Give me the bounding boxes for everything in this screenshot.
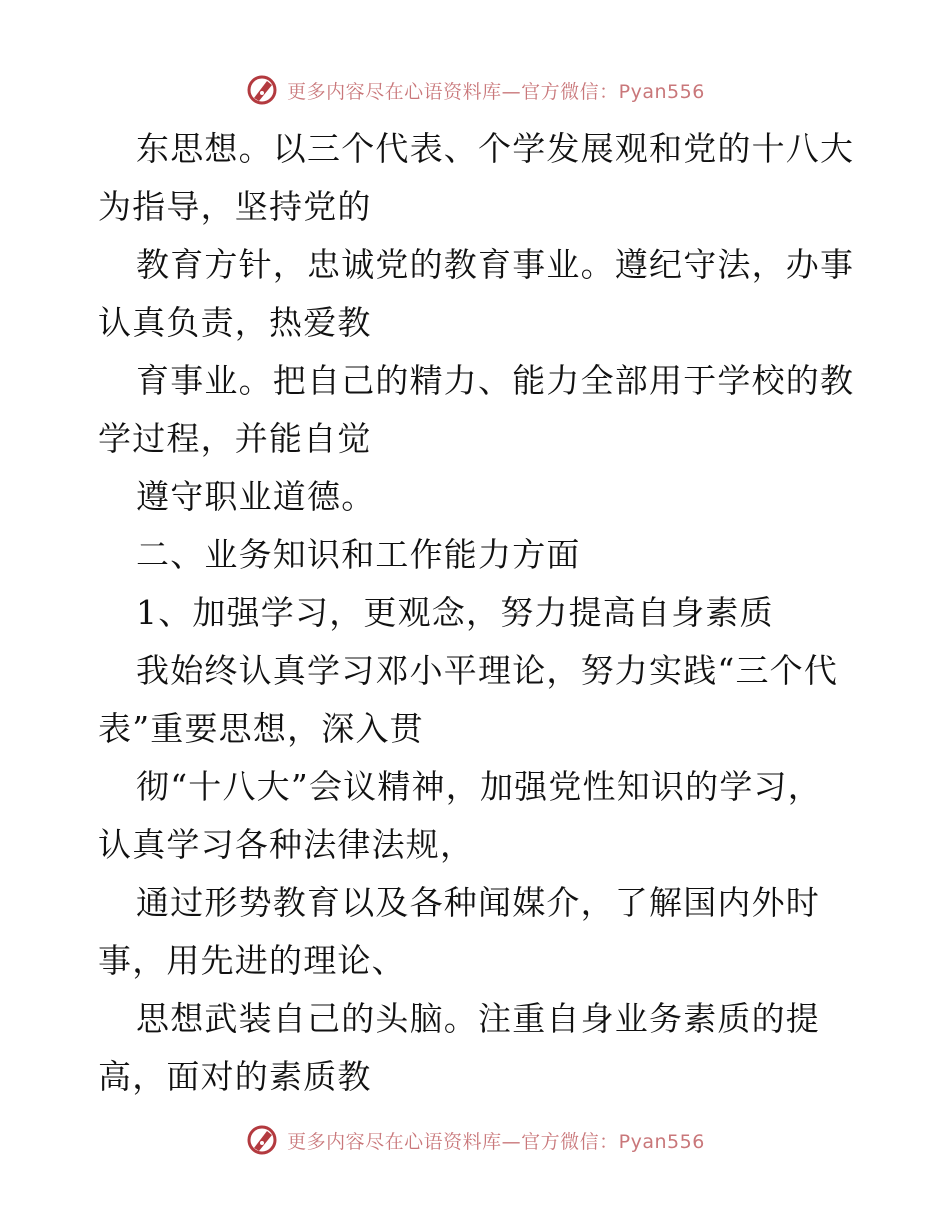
paragraph-line-wrapped: 学过程，并能自觉 (98, 419, 372, 458)
paragraph (98, 120, 858, 236)
footer-watermark (0, 1120, 950, 1160)
paragraph (98, 758, 858, 874)
paragraph-line: 彻“十八大”会议精神，加强党性知识的学习， (136, 767, 822, 806)
paragraph-line-wrapped: 表”重要思想，深入贯 (98, 709, 424, 748)
subsection-heading (98, 584, 858, 642)
paragraph-line: 教育方针，忠诚党的教育事业。遵纪守法，办事 (136, 245, 855, 284)
paragraph-line: 思想武装自己的头脑。注重自身业务素质的提 (136, 999, 820, 1038)
paragraph (98, 352, 858, 468)
footer-text: 更多内容尽在心语资料库—官方微信：Pyan556 (287, 1130, 705, 1153)
pen-nib-circle-icon (245, 1123, 279, 1157)
paragraph-line: 通过形势教育以及各种闻媒介，了解国内外时 (136, 883, 820, 922)
paragraph (98, 236, 858, 352)
paragraph (98, 642, 858, 758)
paragraph-line-wrapped: 为指导，坚持党的 (98, 187, 372, 226)
paragraph-line-wrapped: 认真学习各种法律法规， (98, 825, 475, 864)
paragraph-line-wrapped: 高，面对的素质教 (98, 1057, 372, 1096)
document-body (98, 120, 858, 1106)
header-watermark (0, 70, 950, 110)
paragraph-line: 二、业务知识和工作能力方面 (136, 535, 581, 574)
paragraph-line: 育事业。把自己的精力、能力全部用于学校的教 (136, 361, 855, 400)
paragraph-line-wrapped: 事，用先进的理论、 (98, 941, 406, 980)
paragraph-line: 遵守职业道德。 (136, 477, 376, 516)
header-text: 更多内容尽在心语资料库—官方微信：Pyan556 (287, 80, 705, 103)
paragraph (98, 874, 858, 990)
paragraph-line: 我始终认真学习邓小平理论，努力实践“三个代 (136, 651, 839, 690)
section-heading (98, 526, 858, 584)
pen-nib-circle-icon (245, 73, 279, 107)
paragraph-line: 1、加强学习，更观念，努力提高自身素质 (136, 593, 774, 632)
paragraph-line: 东思想。以三个代表、个学发展观和党的十八大 (136, 129, 855, 168)
paragraph (98, 468, 858, 526)
paragraph-line-wrapped: 认真负责，热爱教 (98, 303, 372, 342)
paragraph (98, 990, 858, 1106)
